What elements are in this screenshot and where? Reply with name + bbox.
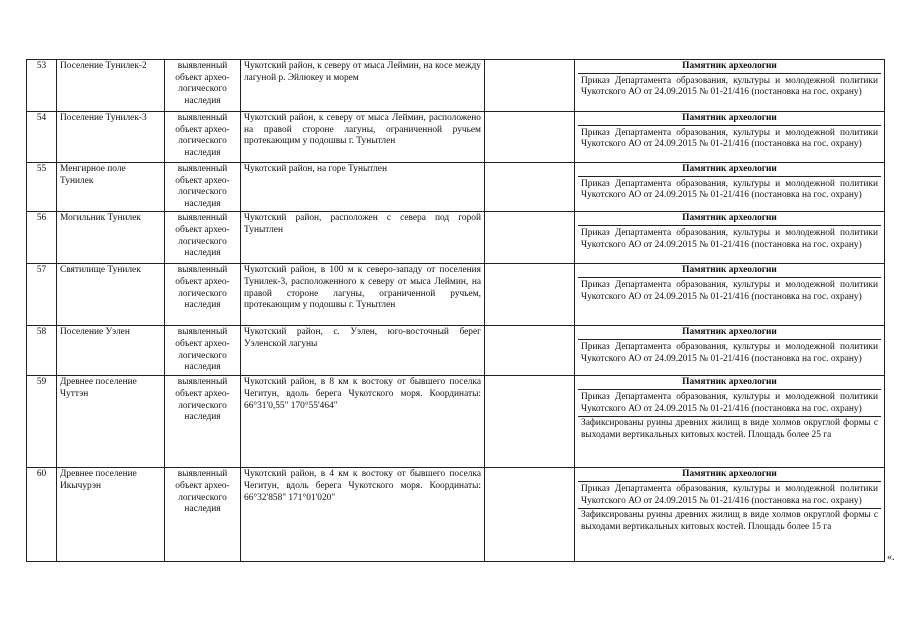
closing-quote-mark: «.: [887, 552, 895, 563]
object-name-cell: Поселение Тунилек-2: [57, 60, 165, 112]
empty-cell: [485, 326, 575, 376]
object-name-cell: Поселение Уэлен: [57, 326, 165, 376]
status-heading: Памятник археологии: [578, 327, 881, 340]
object-name-cell: Древнее поселение Чуттэн: [57, 376, 165, 468]
location-cell: Чукотский район, к северу от мыса Леймин, на косе между лагуной р. Эйлюкеу и морем: [241, 60, 485, 112]
table-row: [27, 326, 885, 376]
status-heading: Памятник археологии: [578, 164, 881, 177]
object-category-cell: выявленный объект архео-логического наследия: [165, 112, 241, 163]
row-number-cell: 54: [27, 112, 57, 163]
row-number-cell: 60: [27, 468, 57, 562]
location-cell: Чукотский район, на горе Тунытлен: [241, 163, 485, 212]
protection-status-cell: [575, 212, 885, 264]
table-row: [27, 376, 885, 468]
object-name-cell: Менгирное поле Тунилек: [57, 163, 165, 212]
status-order-text: Приказ Департамента образования, культуры и молодежной политики Чукотского АО от 24.09.2015 № 01-21/416 (постановка на гос. охрану): [581, 341, 878, 364]
status-heading: Памятник археологии: [578, 377, 881, 390]
status-heading: Памятник археологии: [578, 213, 881, 226]
status-order-text: Приказ Департамента образования, культуры и молодежной политики Чукотского АО от 24.09.2015 № 01-21/416 (постановка на гос. охрану): [581, 178, 878, 201]
protection-status-cell: [575, 112, 885, 163]
row-number-cell: 58: [27, 326, 57, 376]
object-name-cell: Поселение Тунилек-3: [57, 112, 165, 163]
table-body: [27, 60, 885, 562]
status-order-text: Приказ Департамента образования, культуры и молодежной политики Чукотского АО от 24.09.2015 № 01-21/416 (постановка на гос. охрану): [581, 483, 878, 506]
row-number-cell: 53: [27, 60, 57, 112]
object-category-cell: выявленный объект архео-логического наследия: [165, 212, 241, 264]
status-order-text: Приказ Департамента образования, культуры и молодежной политики Чукотского АО от 24.09.2015 № 01-21/416 (постановка на гос. охрану): [581, 227, 878, 250]
status-heading: Памятник археологии: [578, 113, 881, 126]
location-cell: Чукотский район, расположен с севера под горой Тунытлен: [241, 212, 485, 264]
row-number-cell: 59: [27, 376, 57, 468]
table-row: [27, 163, 885, 212]
protection-status-cell: [575, 264, 885, 326]
status-order-text: Приказ Департамента образования, культуры и молодежной политики Чукотского АО от 24.09.2015 № 01-21/416 (постановка на гос. охрану): [581, 75, 878, 98]
location-cell: Чукотский район, в 8 км к востоку от бывшего поселка Чегитун, вдоль берега Чукотского моря. Координаты: 66°31'0,55" 170°55'464": [241, 376, 485, 468]
object-category-cell: выявленный объект архео-логического наследия: [165, 264, 241, 326]
empty-cell: [485, 264, 575, 326]
status-order-text: Приказ Департамента образования, культуры и молодежной политики Чукотского АО от 24.09.2015 № 01-21/416 (постановка на гос. охрану): [581, 391, 878, 414]
table-row: [27, 112, 885, 163]
status-order-text: Приказ Департамента образования, культуры и молодежной политики Чукотского АО от 24.09.2015 № 01-21/416 (постановка на гос. охрану): [581, 279, 878, 302]
status-heading: Памятник археологии: [578, 469, 881, 482]
table-row: [27, 212, 885, 264]
protection-status-cell: [575, 60, 885, 112]
table-row: [27, 264, 885, 326]
object-category-cell: выявленный объект архео-логического наследия: [165, 163, 241, 212]
protection-status-cell: [575, 326, 885, 376]
location-cell: Чукотский район, в 4 км к востоку от бывшего поселка Чегитун, вдоль берега Чукотского моря. Координаты: 66°32'858" 171°01'020": [241, 468, 485, 562]
status-note-text: Зафиксированы руины древних жилищ в виде холмов округлой формы с выходами вертикальных китовых костей. Площадь более 15 га: [578, 508, 881, 534]
object-category-cell: выявленный объект архео-логического наследия: [165, 60, 241, 112]
table-row: [27, 468, 885, 562]
empty-cell: [485, 376, 575, 468]
row-number-cell: 57: [27, 264, 57, 326]
empty-cell: [485, 163, 575, 212]
object-category-cell: выявленный объект архео-логического наследия: [165, 326, 241, 376]
row-number-cell: 55: [27, 163, 57, 212]
protection-status-cell: [575, 163, 885, 212]
object-name-cell: Древнее поселение Икычурэн: [57, 468, 165, 562]
status-order-text: Приказ Департамента образования, культуры и молодежной политики Чукотского АО от 24.09.2015 № 01-21/416 (постановка на гос. охрану): [581, 127, 878, 150]
location-cell: Чукотский район, с. Уэлен, юго-восточный берег Уэленской лагуны: [241, 326, 485, 376]
empty-cell: [485, 112, 575, 163]
object-category-cell: выявленный объект архео-логического наследия: [165, 376, 241, 468]
location-cell: Чукотский район, в 100 м к северо-западу от поселения Тунилек-3, расположенного к северу от мыса Леймин, на правой стороне лагуны, ограниченной ручьем, протекающим у подошвы г. Тунытлен: [241, 264, 485, 326]
protection-status-cell: [575, 468, 885, 562]
object-name-cell: Святилище Тунилек: [57, 264, 165, 326]
status-heading: Памятник археологии: [578, 61, 881, 74]
row-number-cell: 56: [27, 212, 57, 264]
table-row: [27, 60, 885, 112]
status-note-text: Зафиксированы руины древних жилищ в виде холмов округлой формы с выходами вертикальных китовых костей. Площадь более 25 га: [578, 416, 881, 442]
empty-cell: [485, 212, 575, 264]
protection-status-cell: [575, 376, 885, 468]
object-category-cell: выявленный объект архео-логического наследия: [165, 468, 241, 562]
object-name-cell: Могильник Тунилек: [57, 212, 165, 264]
empty-cell: [485, 468, 575, 562]
location-cell: Чукотский район, к северу от мыса Леймин, расположено на правой стороне лагуны, ограниченной ручьем протекающим у подошвы г. Тунытлен: [241, 112, 485, 163]
heritage-register-table: [26, 59, 885, 562]
status-heading: Памятник археологии: [578, 265, 881, 278]
empty-cell: [485, 60, 575, 112]
